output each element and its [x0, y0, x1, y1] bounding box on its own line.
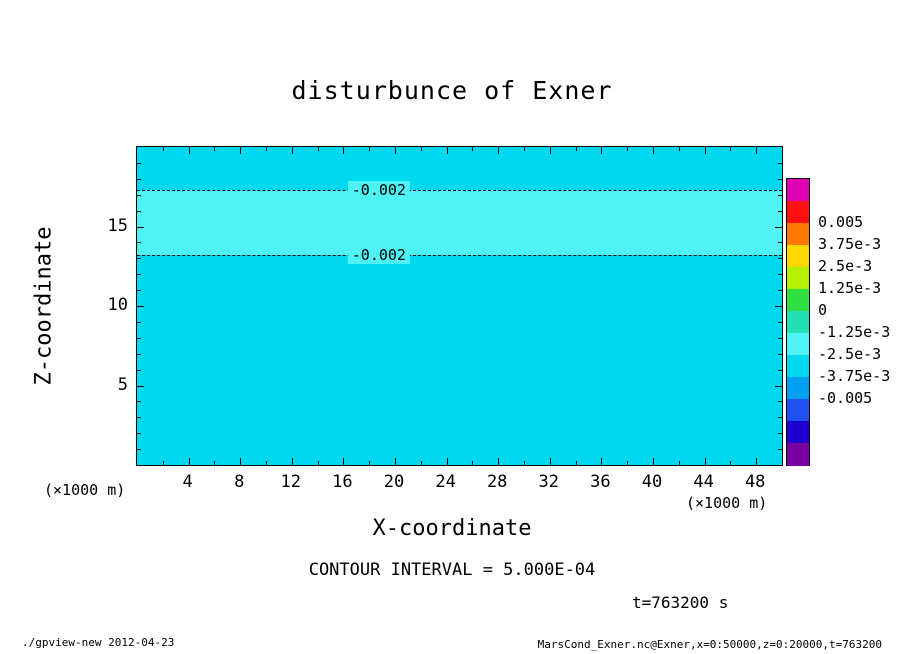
x-tick — [653, 147, 654, 154]
x-tick — [343, 458, 344, 465]
y-minor-tick — [137, 354, 141, 355]
contour-band — [137, 255, 782, 465]
y-axis-title: Z-coordinate — [31, 226, 57, 386]
time-label: t=763200 s — [632, 593, 729, 612]
y-minor-tick — [778, 242, 782, 243]
colorbar-segment — [787, 311, 809, 334]
x-tick — [498, 458, 499, 465]
x-tick-label: 32 — [538, 472, 560, 492]
x-minor-tick — [266, 461, 267, 465]
x-tick-label: 4 — [182, 472, 193, 492]
x-tick-label: 16 — [332, 472, 353, 492]
colorbar-tick-label: 3.75e-3 — [818, 235, 882, 253]
colorbar-tick-label: -0.005 — [818, 389, 873, 407]
y-minor-tick — [778, 290, 782, 291]
x-tick — [447, 458, 448, 465]
x-minor-tick — [163, 461, 164, 465]
x-minor-tick — [730, 147, 731, 151]
y-tick-label: 5 — [117, 374, 128, 395]
y-minor-tick — [778, 322, 782, 323]
x-minor-tick — [679, 461, 680, 465]
colorbar-segment — [787, 399, 809, 422]
x-tick-label: 44 — [693, 472, 714, 492]
x-tick — [240, 147, 241, 154]
y-minor-tick — [778, 433, 782, 434]
x-tick — [189, 147, 190, 154]
y-minor-tick — [778, 163, 782, 164]
y-minor-tick — [778, 338, 782, 339]
y-tick-label: 15 — [107, 215, 128, 236]
colorbar-segment — [787, 355, 809, 378]
colorbar-segment — [787, 245, 809, 268]
x-tick — [189, 458, 190, 465]
colorbar-segment — [787, 223, 809, 246]
y-minor-tick — [778, 449, 782, 450]
colorbar-tick-label: -1.25e-3 — [818, 323, 891, 341]
contour-label: -0.002 — [348, 246, 410, 264]
y-minor-tick — [778, 179, 782, 180]
x-minor-tick — [627, 147, 628, 151]
x-tick — [343, 147, 344, 154]
y-minor-tick — [137, 290, 141, 291]
x-minor-tick — [421, 147, 422, 151]
x-minor-tick — [679, 147, 680, 151]
y-minor-tick — [137, 242, 141, 243]
x-tick — [550, 147, 551, 154]
x-tick — [756, 147, 757, 154]
x-minor-tick — [214, 461, 215, 465]
colorbar-segment — [787, 421, 809, 444]
x-tick — [601, 147, 602, 154]
y-tick-label: 10 — [107, 295, 128, 315]
x-minor-tick — [576, 461, 577, 465]
x-tick-label: 8 — [234, 472, 245, 492]
x-tick — [498, 147, 499, 154]
contour-band — [137, 147, 782, 190]
colorbar-tick-label: 1.25e-3 — [818, 279, 882, 297]
z-axis-unit-label: (×1000 m) — [44, 481, 126, 499]
x-tick-label: 28 — [486, 472, 508, 492]
contour-line — [137, 255, 782, 256]
y-minor-tick — [778, 417, 782, 418]
colorbar-tick-label: 0.005 — [818, 213, 864, 231]
x-minor-tick — [576, 147, 577, 151]
x-minor-tick — [627, 461, 628, 465]
x-tick — [240, 458, 241, 465]
y-minor-tick — [137, 258, 141, 259]
contour-label: -0.002 — [348, 181, 410, 199]
x-minor-tick — [369, 461, 370, 465]
y-minor-tick — [137, 211, 141, 212]
x-minor-tick — [214, 147, 215, 151]
y-minor-tick — [778, 401, 782, 402]
x-tick-label: 36 — [590, 472, 611, 492]
y-minor-tick — [137, 433, 141, 434]
y-minor-tick — [137, 195, 141, 196]
x-minor-tick — [369, 147, 370, 151]
x-tick — [756, 458, 757, 465]
x-minor-tick — [730, 461, 731, 465]
page-title: disturbunce of Exner — [291, 76, 613, 105]
contour-line — [137, 190, 782, 191]
colorbar-tick-label: 0 — [818, 301, 828, 319]
x-axis-unit-label: (×1000 m) — [686, 494, 768, 512]
x-minor-tick — [163, 147, 164, 151]
x-tick — [292, 458, 293, 465]
contour-band — [137, 190, 782, 255]
y-minor-tick — [137, 163, 141, 164]
footer-right-text: MarsCond_Exner.nc@Exner,x=0:50000,z=0:20000,t=763200 — [537, 638, 882, 651]
y-tick — [775, 306, 782, 307]
colorbar-tick-label: -3.75e-3 — [818, 367, 891, 385]
x-minor-tick — [318, 147, 319, 151]
y-minor-tick — [778, 258, 782, 259]
y-minor-tick — [778, 195, 782, 196]
colorbar-segment — [787, 201, 809, 224]
y-minor-tick — [778, 274, 782, 275]
x-tick — [550, 458, 551, 465]
colorbar-segment — [787, 289, 809, 312]
x-tick — [601, 458, 602, 465]
x-minor-tick — [524, 461, 525, 465]
colorbar — [786, 178, 810, 466]
x-tick — [292, 147, 293, 154]
colorbar-segment — [787, 443, 809, 466]
y-minor-tick — [137, 338, 141, 339]
y-minor-tick — [778, 211, 782, 212]
colorbar-tick-label: 2.5e-3 — [818, 257, 873, 275]
x-minor-tick — [472, 461, 473, 465]
x-tick-label: 48 — [744, 472, 766, 492]
y-minor-tick — [137, 370, 141, 371]
y-minor-tick — [137, 401, 141, 402]
plot-area — [136, 146, 783, 466]
colorbar-segment — [787, 267, 809, 290]
y-tick — [137, 306, 144, 307]
y-minor-tick — [778, 354, 782, 355]
y-minor-tick — [137, 274, 141, 275]
y-tick — [137, 386, 144, 387]
y-minor-tick — [137, 417, 141, 418]
x-tick — [395, 147, 396, 154]
x-tick-label: 12 — [280, 472, 302, 492]
x-minor-tick — [524, 147, 525, 151]
y-tick — [137, 227, 144, 228]
x-tick — [653, 458, 654, 465]
x-tick — [395, 458, 396, 465]
y-minor-tick — [778, 370, 782, 371]
x-minor-tick — [421, 461, 422, 465]
y-minor-tick — [137, 449, 141, 450]
y-tick — [775, 386, 782, 387]
y-minor-tick — [137, 322, 141, 323]
x-minor-tick — [472, 147, 473, 151]
x-tick — [447, 147, 448, 154]
y-minor-tick — [137, 179, 141, 180]
footer-left-text: ./gpview-new 2012-04-23 — [22, 636, 175, 649]
contour-interval-label: CONTOUR INTERVAL = 5.000E-04 — [308, 560, 596, 580]
colorbar-segment — [787, 377, 809, 400]
x-tick — [705, 458, 706, 465]
y-tick — [775, 227, 782, 228]
x-tick-label: 40 — [641, 472, 663, 492]
colorbar-tick-label: -2.5e-3 — [818, 345, 882, 363]
x-tick — [705, 147, 706, 154]
colorbar-segment — [787, 179, 809, 202]
x-minor-tick — [266, 147, 267, 151]
x-tick-label: 20 — [383, 472, 405, 492]
x-tick-label: 24 — [435, 472, 456, 492]
x-axis-title: X-coordinate — [372, 516, 532, 541]
colorbar-segment — [787, 333, 809, 356]
x-minor-tick — [318, 461, 319, 465]
